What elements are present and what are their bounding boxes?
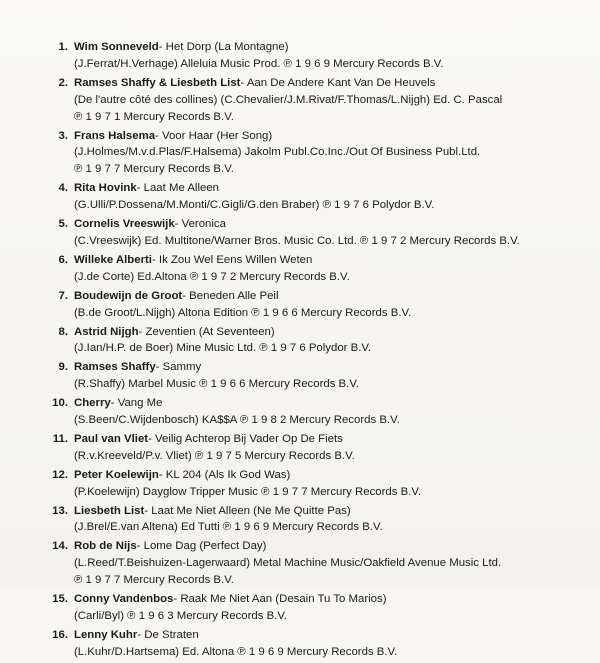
track-item [36, 467, 576, 501]
track-number: 14. [52, 540, 68, 553]
track-title: - Ik Zou Wel Eens Willen Weten [151, 253, 313, 266]
track-item [36, 359, 576, 393]
track-heading [36, 39, 576, 56]
track-artist: Boudewijn de Groot [74, 289, 183, 302]
track-credit: ℗ 1 9 7 1 Mercury Records B.V. [74, 110, 234, 123]
track-title: - Vang Me [110, 397, 163, 410]
track-title: - KL 204 (Als Ik God Was) [158, 468, 291, 481]
track-title: - Lome Dag (Perfect Day) [136, 540, 267, 553]
track-number: 16. [52, 628, 68, 641]
track-credit: (J.Ian/H.P. de Boer) Mine Music Ltd. ℗ 1 9 7 6 Polydor B.V. [74, 342, 372, 355]
track-title: - Zeventien (At Seventeen) [138, 325, 275, 338]
track-item [36, 627, 576, 661]
track-number: 12. [52, 468, 68, 481]
track-credit: ℗ 1 9 7 7 Mercury Records B.V. [74, 574, 234, 587]
track-heading [36, 216, 576, 233]
track-artist: Liesbeth List [74, 504, 145, 517]
track-title: - Beneden Alle Peil [182, 289, 279, 302]
track-credit: (G.Ulli/P.Dossena/M.Monti/C.Gigli/G.den Braber) ℗ 1 9 7 6 Polydor B.V. [74, 199, 435, 212]
track-credit: ℗ 1 9 7 7 Mercury Records B.V. [74, 163, 234, 176]
track-item [36, 538, 576, 589]
track-title: - Laat Me Alleen [136, 182, 219, 195]
track-heading [36, 627, 576, 644]
track-heading [36, 431, 576, 448]
track-heading [36, 359, 576, 376]
track-number: 3. [58, 129, 68, 142]
track-heading [36, 75, 576, 92]
track-item [36, 128, 576, 179]
track-number: 8. [58, 325, 68, 338]
track-item [36, 288, 576, 322]
track-artist: Cherry [74, 397, 111, 410]
track-title: - Aan De Andere Kant Van De Heuvels [240, 76, 436, 89]
track-title: - Voor Haar (Her Song) [155, 129, 273, 142]
track-credit: (B.de Groot/L.Nijgh) Altona Edition ℗ 1 9 6 6 Mercury Records B.V. [74, 306, 412, 319]
track-number: 2. [58, 76, 68, 89]
track-credit: (J.Brel/E.van Altena) Ed Tutti ℗ 1 9 6 9 Mercury Records B.V. [74, 521, 383, 534]
track-credit: (J.Ferrat/H.Verhage) Alleluia Music Prod. ℗ 1 9 6 9 Mercury Records B.V. [74, 57, 444, 70]
track-item [36, 39, 576, 73]
track-title: - Raak Me Niet Aan (Desain Tu To Marios) [173, 593, 387, 606]
track-title: - Het Dorp (La Montagne) [158, 41, 289, 53]
track-heading [36, 324, 576, 341]
track-item [36, 75, 576, 126]
track-heading [36, 252, 576, 269]
track-credit: (J.Holmes/M.v.d.Plas/F.Halsema) Jakolm Publ.Co.Inc./Out Of Business Publ.Ltd. [74, 146, 481, 159]
track-artist: Paul van Vliet [74, 432, 149, 445]
track-item [36, 503, 576, 537]
track-number: 9. [58, 361, 68, 374]
track-heading [36, 128, 576, 145]
track-heading [36, 591, 576, 608]
track-heading [36, 288, 576, 305]
track-heading [36, 467, 576, 484]
track-title: - Veronica [174, 218, 226, 231]
track-item [36, 180, 576, 214]
track-number: 7. [58, 289, 68, 302]
track-artist: Wim Sonneveld [74, 41, 159, 53]
track-number: 11. [52, 432, 68, 445]
track-credit: (C.Vreeswijk) Ed. Multitone/Warner Bros. Music Co. Ltd. ℗ 1 9 7 2 Mercury Records B.V. [74, 234, 520, 247]
track-title: - Laat Me Niet Alleen (Ne Me Quitte Pas) [144, 504, 351, 517]
track-heading [36, 538, 576, 555]
track-artist: Ramses Shaffy & Liesbeth List [74, 76, 241, 89]
track-item [36, 431, 576, 465]
track-credit: (R.Shaffy) Marbel Music ℗ 1 9 6 6 Mercury Records B.V. [74, 378, 360, 391]
track-artist: Cornelis Vreeswijk [74, 218, 175, 231]
track-item [36, 216, 576, 250]
track-item [36, 395, 576, 429]
track-credit: (R.v.Kreeveld/P.v. Vliet) ℗ 1 9 7 5 Mercury Records B.V. [74, 449, 355, 462]
track-title: - Veilig Achterop Bij Vader Op De Fiets [148, 432, 343, 445]
track-item [36, 591, 576, 625]
track-artist: Rita Hovink [74, 182, 137, 195]
track-heading [36, 180, 576, 197]
track-artist: Frans Halsema [74, 129, 156, 142]
track-credit: (S.Been/C.Wijdenbosch) KA$$A ℗ 1 9 8 2 Mercury Records B.V. [74, 414, 400, 427]
track-artist: Ramses Shaffy [74, 361, 156, 374]
track-heading [36, 395, 576, 412]
track-number: 6. [58, 253, 68, 266]
track-artist: Lenny Kuhr [74, 628, 138, 641]
track-item [36, 252, 576, 286]
track-title: - Sammy [155, 361, 202, 374]
track-list [36, 39, 576, 663]
track-credit: (P.Koelewijn) Dayglow Tripper Music ℗ 1 9 7 7 Mercury Records B.V. [74, 485, 422, 498]
track-credit: (J.de Corte) Ed.Altona ℗ 1 9 7 2 Mercury Records B.V. [74, 270, 350, 283]
track-item [36, 324, 576, 358]
track-artist: Astrid Nijgh [74, 325, 139, 338]
track-number: 15. [52, 593, 68, 606]
track-artist: Willeke Alberti [74, 253, 152, 266]
track-number: 13. [52, 504, 68, 517]
track-credit: (L.Kuhr/D.Hartsema) Ed. Altona ℗ 1 9 6 9 Mercury Records B.V. [74, 645, 398, 658]
track-artist: Rob de Nijs [74, 540, 137, 553]
track-artist: Conny Vandenbos [74, 593, 174, 606]
track-number: 4. [58, 182, 68, 195]
track-artist: Peter Koelewijn [74, 468, 159, 481]
track-credit: (L.Reed/T.Beishuizen-Lagerwaard) Metal Machine Music/Oakfield Avenue Music Ltd. [74, 557, 502, 570]
track-number: 1. [58, 41, 68, 53]
track-credit: (De l'autre côté des collines) (C.Chevalier/J.M.Rivat/F.Thomas/L.Nijgh) Ed. C. Pascal [74, 93, 503, 106]
track-credit: (Carli/Byl) ℗ 1 9 6 3 Mercury Records B.V. [74, 610, 288, 622]
track-heading [36, 503, 576, 520]
track-number: 5. [58, 218, 68, 231]
track-number: 10. [52, 397, 68, 410]
track-title: - De Straten [137, 628, 199, 641]
